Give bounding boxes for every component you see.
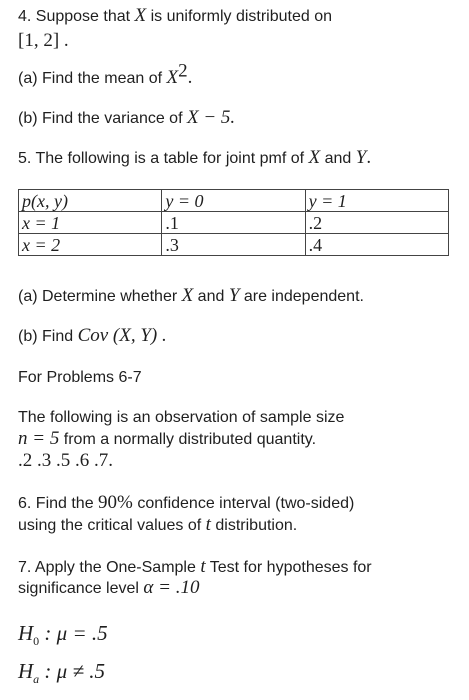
q5-part-b xyxy=(18,326,167,347)
q4-interval: [1, 2] . xyxy=(18,30,69,51)
q5a-var-x: X xyxy=(181,285,194,306)
table-cell: x = 2 xyxy=(19,234,162,256)
q4-part-a xyxy=(18,60,193,89)
problems-6-7-heading: For Problems 6-7 xyxy=(18,369,142,386)
null-hypothesis: $H_0$ : μ = .5 xyxy=(18,621,108,649)
table-cell: .1 xyxy=(162,212,305,234)
observation-line2: n = 5 from a normally distributed quantity. xyxy=(18,428,317,449)
q4-line1 xyxy=(18,6,332,27)
table-header-cell: y = 0 xyxy=(162,190,305,212)
q4-line2 xyxy=(18,31,69,52)
q5b-text: (b) Find xyxy=(18,328,78,345)
q6-line2: using the critical values of t distribution. xyxy=(18,514,298,535)
q6-var-t: t xyxy=(205,514,211,535)
q5b-math: Cov (X, Y) . xyxy=(77,325,167,346)
q4a-period: . xyxy=(187,67,193,88)
table-row xyxy=(19,234,449,256)
sample-size-math: n = 5 xyxy=(18,428,60,449)
table-cell: .4 xyxy=(305,234,448,256)
q7-alpha: α = .10 xyxy=(143,577,200,598)
table-cell: .3 xyxy=(162,234,305,256)
table-header-cell: y = 1 xyxy=(305,190,448,212)
q7-line1: 7. Apply the One-Sample t Test for hypotheses for xyxy=(18,556,372,577)
q5a-var-y: Y xyxy=(228,285,240,306)
q5-var-x: X xyxy=(308,147,321,168)
q4-part-b xyxy=(18,108,235,129)
q5-and: and xyxy=(320,150,356,167)
observation-line1: The following is an observation of sample size xyxy=(18,409,345,426)
q5a-text-end: are independent. xyxy=(239,288,364,305)
q4a-exponent: 2 xyxy=(178,60,188,82)
q5-part-a xyxy=(18,286,364,307)
q7-var-t: t xyxy=(200,556,206,577)
q4b-math: X − 5. xyxy=(186,107,236,128)
q4a-text: (a) Find the mean of xyxy=(18,70,167,87)
table-cell: x = 1 xyxy=(19,212,162,234)
q5a-text: (a) Determine whether xyxy=(18,288,182,305)
q7-line2: significance level α = .10 xyxy=(18,577,200,598)
q5-intro xyxy=(18,148,371,169)
q5-intro-text: 5. The following is a table for joint pmf of xyxy=(18,150,309,167)
table-cell: .2 xyxy=(305,212,448,234)
q4b-text: (b) Find the variance of xyxy=(18,110,187,127)
q5-var-y: Y xyxy=(355,147,367,168)
observation-values: .2 .3 .5 .6 .7. xyxy=(18,450,113,471)
table-header-cell: p(x, y) xyxy=(19,190,162,212)
q6-percent: 90% xyxy=(98,492,133,513)
q6-line1: 6. Find the 90% confidence interval (two-sided) xyxy=(18,492,355,513)
q4-text: 4. Suppose that xyxy=(18,8,135,25)
q5-period: . xyxy=(366,147,372,168)
joint-pmf-table xyxy=(18,189,449,256)
q4-var-x: X xyxy=(134,5,147,26)
table-header-row xyxy=(19,190,449,212)
q4a-var: X xyxy=(166,67,179,88)
alternative-hypothesis: $H_a$ : μ ≠ .5 xyxy=(18,659,105,687)
table-row xyxy=(19,212,449,234)
q4-text-cont: is uniformly distributed on xyxy=(146,8,332,25)
q5a-and: and xyxy=(193,288,229,305)
